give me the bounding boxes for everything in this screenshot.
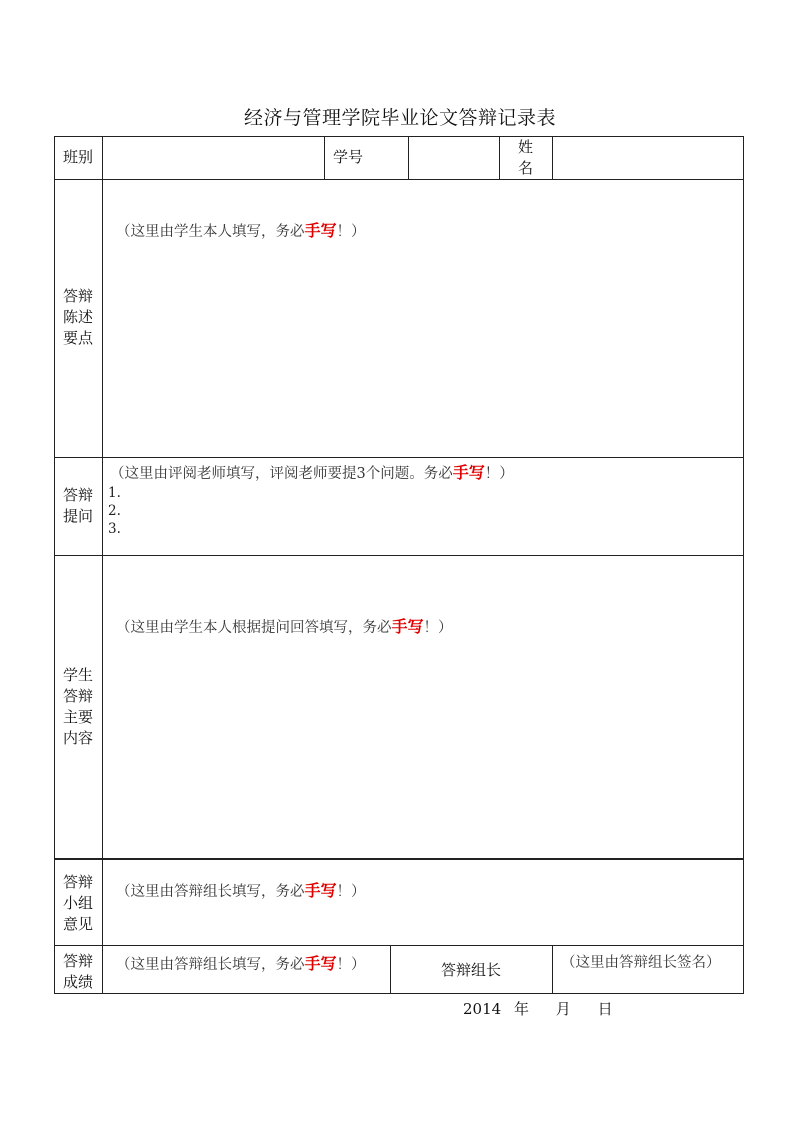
panel-opinion-label: 答辩 小组 意见 [62, 873, 93, 933]
questions-label: 答辩 提问 [62, 486, 93, 525]
answers-note: （这里由学生本人根据提问回答填写，务必手写！） [116, 617, 453, 636]
table-border-left [54, 136, 55, 994]
signature-note: （这里由答辩组长签名） [561, 955, 721, 971]
statement-note: （这里由学生本人填写，务必手写！） [116, 221, 366, 240]
year-value: 2014 [463, 1000, 502, 1018]
answers-label: 学生 答辩 主要 内容 [62, 666, 93, 747]
page-title: 经济与管理学院毕业论文答辩记录表 [243, 107, 556, 129]
question-item: 3. [108, 521, 121, 537]
year-unit: 年 [513, 1000, 529, 1018]
panel-opinion-field[interactable] [103, 860, 743, 945]
day-unit: 日 [597, 1000, 613, 1018]
questions-note: （这里由评阅老师填写，评阅老师要提3个问题。务必手写！） [110, 463, 514, 482]
table-border-bottom [54, 993, 744, 994]
student-id-label: 学号 [332, 148, 363, 166]
student-id-field[interactable] [409, 137, 499, 179]
name-field[interactable] [553, 137, 743, 179]
date-line [463, 998, 613, 1019]
name-label: 姓 名 [517, 138, 533, 177]
grade-label: 答辩 成绩 [62, 952, 93, 991]
question-item: 1. [108, 485, 121, 501]
month-unit: 月 [555, 1000, 571, 1018]
answers-field[interactable] [103, 556, 743, 858]
class-field[interactable] [103, 137, 324, 179]
table-border-right [743, 136, 744, 994]
panel-opinion-note: （这里由答辩组长填写，务必手写！） [116, 881, 366, 900]
grade-note: （这里由答辩组长填写，务必手写！） [116, 954, 366, 973]
panel-leader-label: 答辩组长 [440, 961, 501, 979]
class-label: 班别 [62, 148, 93, 166]
statement-label: 答辩 陈述 要点 [62, 287, 93, 347]
question-item: 2. [108, 503, 121, 519]
